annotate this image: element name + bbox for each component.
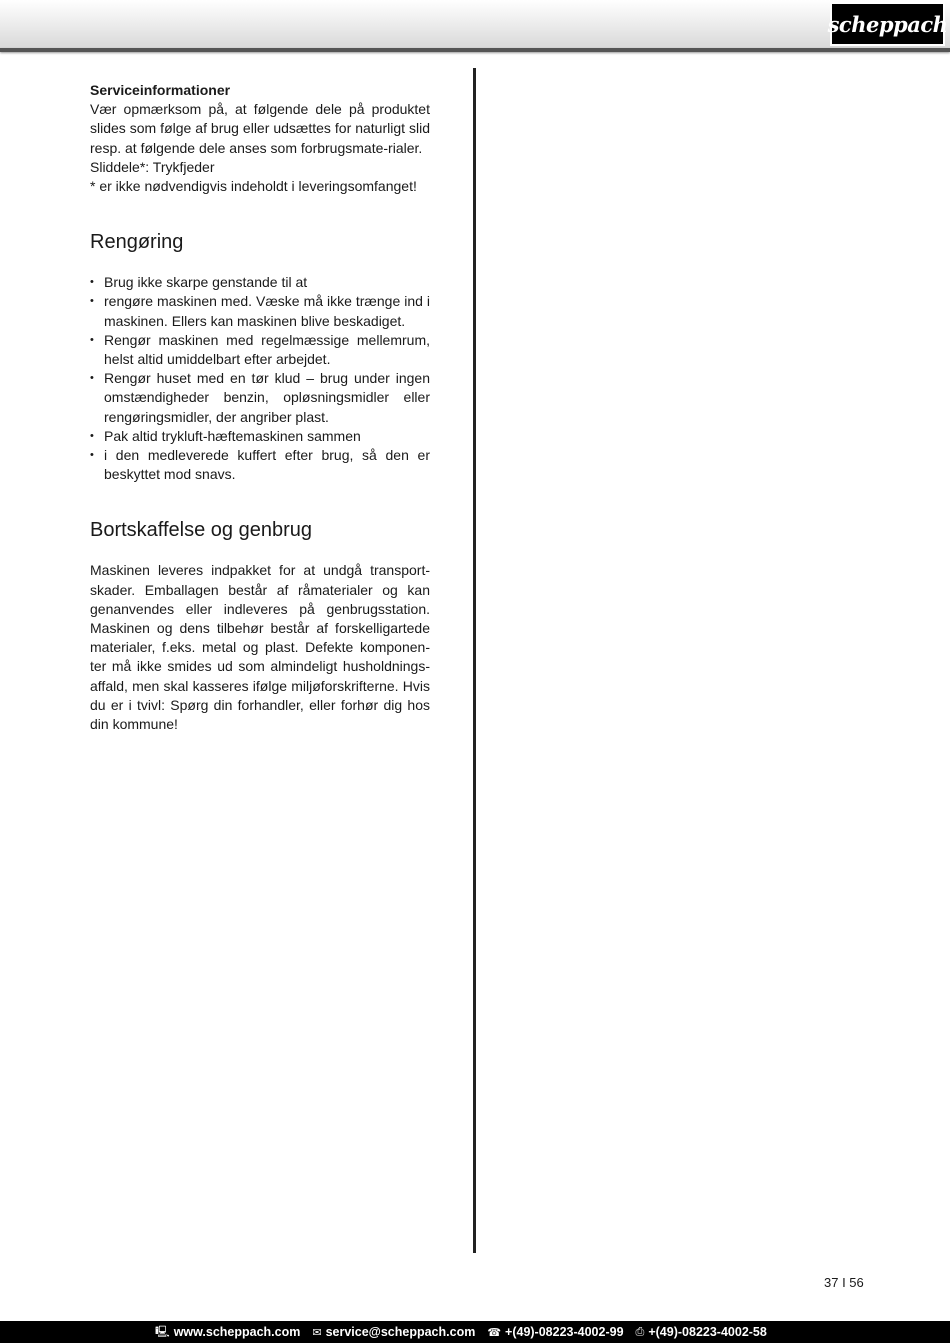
column-divider [473, 68, 476, 1253]
list-item: • Rengør maskinen med regelmæssige mellemrum, helst altid umiddelbart efter arbejdet. [90, 331, 430, 369]
footer-phone [487, 1325, 623, 1339]
logo-text: scheppach [827, 11, 948, 37]
service-note: * er ikke nødvendigvis indeholdt i leveringsomfanget! [90, 178, 417, 195]
header-rule [0, 48, 950, 52]
disposal-heading: Bortskaffelse og genbrug [90, 519, 313, 542]
service-title: Serviceinformationer [90, 82, 231, 98]
mail-icon: ✉ [312, 1326, 322, 1339]
list-item: • Rengør huset med en tør klud – brug under ingen omstændigheder benzin, opløsningsmidler eller rengøringsmidler, der angriber plast. [90, 369, 430, 427]
list-item: • i den medleverede kuffert efter brug, så den er beskyttet mod snavs. [90, 446, 430, 484]
footer-email[interactable] [312, 1325, 475, 1339]
cleaning-list [90, 273, 430, 484]
service-wear-parts: Sliddele*: Trykfjeder [90, 158, 215, 175]
scheppach-logo [827, 2, 948, 46]
website-text: www.scheppach.com [173, 1325, 301, 1339]
footer-fax [636, 1325, 767, 1339]
phone-text: +(49)-08223-4002-99 [505, 1325, 624, 1339]
list-item: • Brug ikke skarpe genstande til at [90, 273, 430, 292]
footer [0, 1321, 950, 1343]
fax-icon: ⎙ [635, 1325, 645, 1338]
computer-icon: 🖳 [155, 1325, 170, 1338]
page-number: 37 I 56 [824, 1275, 864, 1290]
fax-text: +(49)-08223-4002-58 [648, 1325, 767, 1339]
footer-website[interactable] [155, 1323, 300, 1342]
list-item: • rengøre maskinen med. Væske må ikke trænge ind i maskinen. Ellers kan maskinen blive beskadiget. [90, 292, 430, 330]
header-bar [0, 0, 950, 48]
list-item: • Pak altid trykluft-hæftemaskinen sammen [90, 427, 430, 446]
phone-icon: ☎ [487, 1326, 502, 1339]
service-text: Vær opmærksom på, at følgende dele på produktet slides som følge af brug eller udsættes for naturligt slid resp. at følgende dele anses som forbrugsmate-rialer. [90, 101, 430, 156]
left-column [90, 81, 430, 734]
disposal-text: Maskinen leveres indpakket for at undgå transport-skader. Emballagen består af råmaterialer og kan genanvendes eller indleveres på genbrugsstation. Maskinen og dens tilbehør består af forskelligartede materialer, f.eks. metal og plast. Defekte komponen-ter må ikke smides ud som almindeligt husholdnings-affald, men skal kasseres ifølge miljøforskrifterne. Hvis du er i tvivl: Spørg din forhandler, eller forhør dig hos din kommune! [90, 562, 430, 733]
cleaning-heading: Rengøring [90, 231, 184, 254]
email-text: service@scheppach.com [325, 1325, 476, 1339]
